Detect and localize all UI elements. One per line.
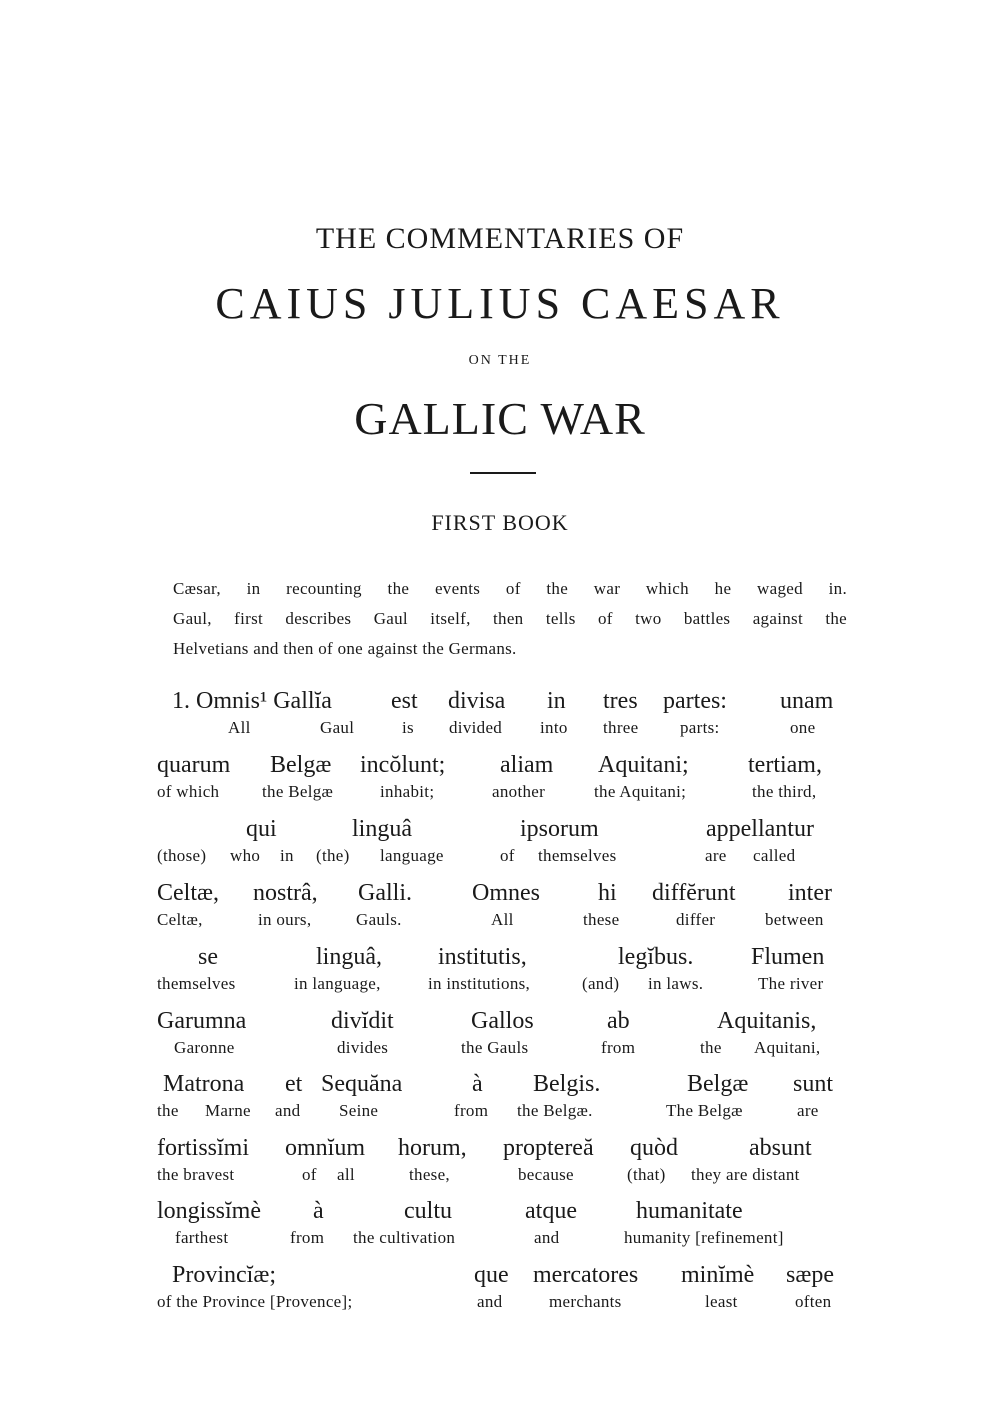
latin-word: Belgæ	[270, 752, 332, 778]
latin-word: nostrâ,	[253, 880, 318, 906]
english-gloss: of which	[157, 782, 220, 801]
latin-word: Belgæ	[687, 1071, 749, 1097]
english-gloss: Celtæ,	[157, 910, 203, 929]
english-gloss: three	[603, 718, 639, 737]
english-gloss: the third,	[752, 782, 817, 801]
latin-word: omnĭum	[285, 1135, 366, 1161]
english-gloss: and	[477, 1292, 503, 1311]
latin-word: mercatores	[533, 1262, 639, 1288]
latin-word: proptereă	[503, 1135, 594, 1161]
interlinear-line	[0, 1262, 1000, 1322]
latin-word: Galli.	[358, 880, 412, 906]
latin-word: Omnes	[472, 880, 540, 906]
latin-word: Gallos	[471, 1008, 534, 1034]
english-gloss: from	[290, 1228, 325, 1247]
interlinear-line	[0, 880, 1000, 940]
english-gloss: these,	[409, 1165, 450, 1184]
english-gloss: of	[302, 1165, 317, 1184]
interlinear-line	[0, 1071, 1000, 1131]
english-gloss: in language,	[294, 974, 381, 993]
latin-word: sunt	[793, 1071, 834, 1097]
english-gloss: All	[228, 718, 251, 737]
title-line-author: CAIUS JULIUS CAESAR	[215, 279, 785, 328]
latin-word: sæpe	[786, 1262, 834, 1288]
english-gloss: in institutions,	[428, 974, 531, 993]
latin-word: et	[285, 1071, 303, 1097]
english-gloss: inhabit;	[380, 782, 435, 801]
latin-word: Garumna	[157, 1008, 247, 1034]
latin-word: humanitate	[636, 1198, 743, 1224]
latin-word: est	[391, 688, 418, 714]
english-gloss: Marne	[205, 1101, 251, 1120]
interlinear-line	[0, 752, 1000, 812]
english-gloss: the cultivation	[353, 1228, 456, 1247]
latin-word: incŏlunt;	[360, 752, 446, 778]
latin-word: in	[547, 688, 566, 714]
interlinear-line	[0, 1135, 1000, 1195]
latin-word: unam	[780, 688, 834, 714]
title-divider	[470, 472, 536, 474]
english-gloss: and	[534, 1228, 560, 1247]
english-gloss: The Belgæ	[666, 1101, 743, 1120]
latin-word: ipsorum	[520, 816, 599, 842]
interlinear-line	[0, 816, 1000, 876]
english-gloss: Gaul	[320, 718, 355, 737]
english-gloss: called	[753, 846, 796, 865]
interlinear-line	[0, 688, 1000, 748]
latin-word: diffĕrunt	[652, 880, 736, 906]
latin-word: à	[472, 1071, 483, 1097]
english-gloss: the Aquitani;	[594, 782, 687, 801]
english-gloss: another	[492, 782, 546, 801]
english-gloss: often	[795, 1292, 832, 1311]
summary-line: Helvetians and then of one against the Germans.	[173, 639, 517, 658]
english-gloss: The river	[758, 974, 824, 993]
latin-word: que	[474, 1262, 509, 1288]
english-gloss: because	[518, 1165, 574, 1184]
latin-word: absunt	[749, 1135, 812, 1161]
latin-word: tres	[603, 688, 638, 714]
chapter-summary	[157, 574, 847, 664]
latin-word: qui	[246, 816, 277, 842]
english-gloss: themselves	[538, 846, 617, 865]
latin-word: minĭmè	[681, 1262, 755, 1288]
english-gloss: divided	[449, 718, 503, 737]
latin-word: tertiam,	[748, 752, 822, 778]
english-gloss: parts:	[680, 718, 720, 737]
english-gloss: Aquitani,	[754, 1038, 821, 1057]
english-gloss: one	[790, 718, 816, 737]
latin-word: quòd	[630, 1135, 678, 1161]
english-gloss: merchants	[549, 1292, 622, 1311]
english-gloss: the	[700, 1038, 722, 1057]
english-gloss: who	[230, 846, 261, 865]
latin-word: Flumen	[751, 944, 825, 970]
latin-word: Aquitani;	[598, 752, 689, 778]
english-gloss: Gauls.	[356, 910, 402, 929]
english-gloss: the Gauls	[461, 1038, 529, 1057]
latin-word: linguâ	[352, 816, 412, 842]
latin-word: appellantur	[706, 816, 814, 842]
summary-line: Cæsar, in recounting the events of the war which he waged in.	[173, 579, 847, 598]
english-gloss: is	[402, 718, 414, 737]
english-gloss: language	[380, 846, 444, 865]
latin-word: divisa	[448, 688, 506, 714]
english-gloss: differ	[676, 910, 716, 929]
book-heading: FIRST BOOK	[431, 510, 569, 535]
english-gloss: in laws.	[648, 974, 704, 993]
latin-word: Aquitanis,	[717, 1008, 817, 1034]
english-gloss: (those)	[157, 846, 207, 865]
latin-word: cultu	[404, 1198, 452, 1224]
latin-word: Celtæ,	[157, 880, 220, 906]
latin-word: Belgis.	[533, 1071, 601, 1097]
latin-word: Matrona	[163, 1071, 245, 1097]
english-gloss: (that)	[627, 1165, 666, 1184]
latin-word: Provincĭæ;	[172, 1262, 277, 1288]
english-gloss: All	[491, 910, 514, 929]
english-gloss: least	[705, 1292, 738, 1311]
interlinear-line	[0, 944, 1000, 1004]
latin-word: horum,	[398, 1135, 467, 1161]
english-gloss: the	[157, 1101, 179, 1120]
english-gloss: from	[454, 1101, 489, 1120]
title-line-gallic-war: GALLIC WAR	[354, 393, 646, 444]
latin-word: se	[198, 944, 218, 970]
english-gloss: the Belgæ	[262, 782, 334, 801]
english-gloss: they are distant	[691, 1165, 800, 1184]
english-gloss: the bravest	[157, 1165, 235, 1184]
english-gloss: themselves	[157, 974, 236, 993]
latin-word: legĭbus.	[618, 944, 694, 970]
summary-line: Gaul, first describes Gaul itself, then tells of two battles against the	[173, 609, 847, 628]
latin-word: atque	[525, 1198, 577, 1224]
english-gloss: from	[601, 1038, 636, 1057]
interlinear-line	[0, 1198, 1000, 1258]
title-line-commentaries: THE COMMENTARIES OF	[315, 222, 685, 255]
latin-word: ab	[607, 1008, 630, 1034]
latin-word: fortissĭmi	[157, 1135, 250, 1161]
english-gloss: humanity [refinement]	[624, 1228, 784, 1247]
english-gloss: into	[540, 718, 568, 737]
latin-word: institutis,	[438, 944, 527, 970]
english-gloss: of	[500, 846, 515, 865]
english-gloss: these	[583, 910, 620, 929]
latin-word: quarum	[157, 752, 231, 778]
latin-word: inter	[788, 880, 832, 906]
latin-word: partes:	[663, 688, 727, 714]
latin-word: hi	[598, 880, 617, 906]
english-gloss: divides	[337, 1038, 389, 1057]
english-gloss: in ours,	[258, 910, 312, 929]
english-gloss: (and)	[582, 974, 620, 993]
interlinear-line	[0, 1008, 1000, 1068]
latin-word: à	[313, 1198, 324, 1224]
english-gloss: in	[280, 846, 294, 865]
latin-word: divĭdit	[331, 1008, 394, 1034]
english-gloss: (the)	[316, 846, 350, 865]
english-gloss: are	[797, 1101, 819, 1120]
english-gloss: Garonne	[174, 1038, 235, 1057]
latin-word: 1. Omnis¹ Gallĭa	[172, 688, 332, 714]
english-gloss: are	[705, 846, 727, 865]
english-gloss: all	[337, 1165, 355, 1184]
english-gloss: and	[275, 1101, 301, 1120]
english-gloss: between	[765, 910, 824, 929]
latin-word: aliam	[500, 752, 554, 778]
english-gloss: farthest	[175, 1228, 229, 1247]
title-line-on-the: ON THE	[468, 353, 532, 368]
english-gloss: of the Province [Provence];	[157, 1292, 353, 1311]
latin-word: longissĭmè	[157, 1198, 262, 1224]
latin-word: Sequăna	[321, 1071, 403, 1097]
english-gloss: the Belgæ.	[517, 1101, 593, 1120]
english-gloss: Seine	[339, 1101, 379, 1120]
latin-word: linguâ,	[316, 944, 382, 970]
